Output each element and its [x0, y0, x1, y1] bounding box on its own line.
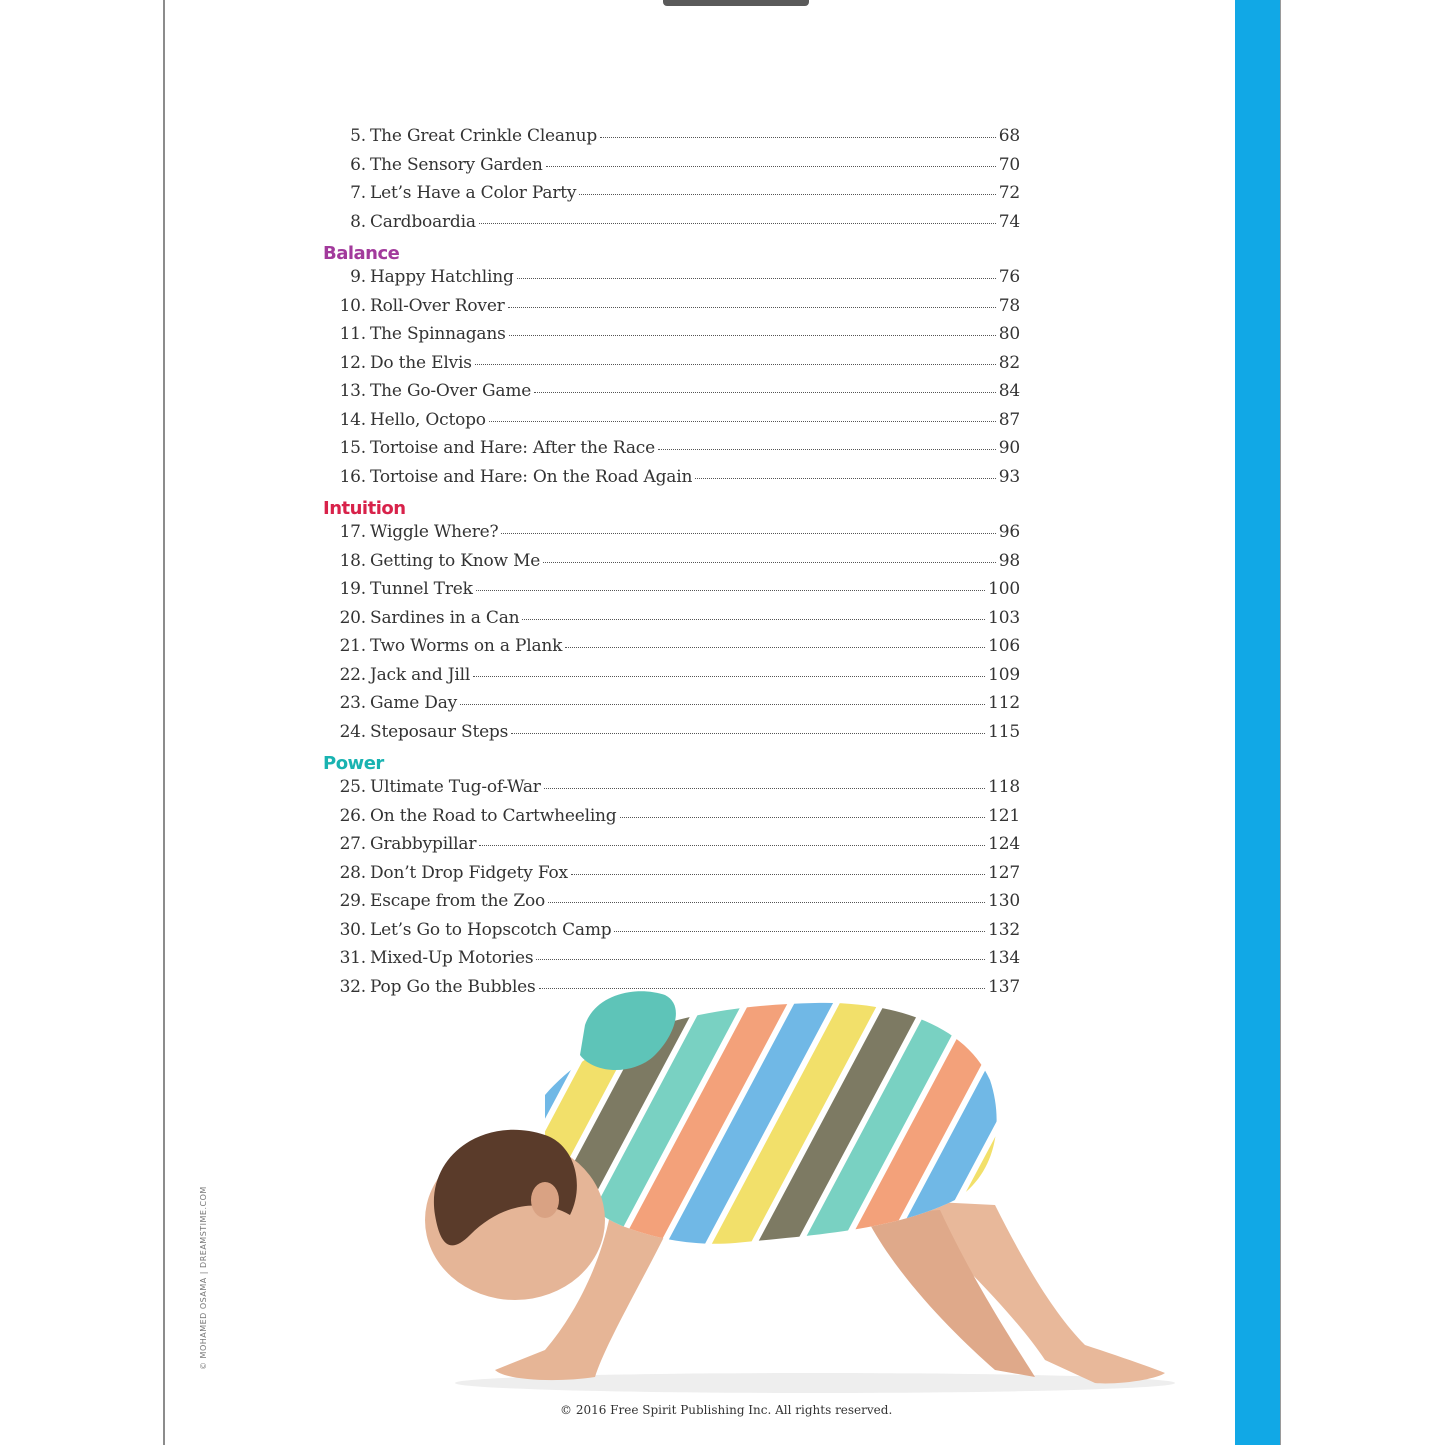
toc-dot-leader [489, 420, 996, 422]
toc-entry-page: 68 [998, 126, 1020, 146]
toc-dot-leader [600, 136, 996, 138]
toc-entry [320, 891, 1020, 920]
toc-dot-leader [536, 958, 985, 960]
toc-entry-number: 20. [339, 607, 366, 628]
toc-dot-leader [522, 618, 985, 620]
toc-entry-title: Escape from the Zoo [370, 891, 546, 911]
toc-entry-page: 134 [988, 948, 1020, 968]
toc-dot-leader [571, 873, 985, 875]
toc-dot-leader [501, 532, 995, 534]
toc-entry [320, 126, 1020, 155]
toc-entry-page: 70 [998, 154, 1020, 175]
toc-entry [320, 693, 1020, 722]
toc-entry [320, 324, 1020, 353]
toc-entry-page: 76 [998, 267, 1020, 287]
toc-entry-number: 10. [339, 295, 366, 316]
toc-entry [320, 467, 1020, 496]
toc-entry-number: 31. [339, 948, 366, 968]
toc-entry [320, 551, 1020, 580]
page-right-edge [1280, 0, 1281, 1445]
toc-entry-page: 87 [998, 409, 1020, 430]
toc-entry [320, 948, 1020, 977]
toc-entry-page: 118 [988, 777, 1020, 797]
toc-entry-number: 23. [339, 693, 366, 713]
toc-entry-title: Two Worms on a Plank [370, 636, 563, 656]
toc-entry-title: The Go-Over Game [370, 381, 532, 401]
toc-dot-leader [534, 391, 996, 393]
toc-entry-number: 5. [350, 126, 366, 146]
toc-entry-page: 132 [988, 919, 1020, 940]
toc-entry-page: 121 [988, 805, 1020, 826]
toc-dot-leader [460, 703, 985, 705]
toc-dot-leader [543, 561, 996, 563]
toc-entry-number: 8. [350, 211, 366, 232]
section-heading-power: Power [323, 753, 384, 774]
toc-entry-number: 18. [339, 550, 366, 571]
toc-entry-page: 98 [998, 550, 1020, 571]
toc-dot-leader [476, 589, 985, 591]
toc-entry-number: 16. [339, 466, 366, 487]
toc-dot-leader [475, 363, 996, 365]
toc-entry [320, 522, 1020, 551]
toc-dot-leader [579, 193, 995, 195]
toc-entry-page: 130 [988, 891, 1020, 911]
toc-entry-number: 29. [339, 891, 366, 911]
toc-entry-number: 26. [339, 805, 366, 826]
toc-dot-leader [546, 165, 996, 167]
toc-entry-page: 112 [988, 693, 1020, 713]
toc-dot-leader [473, 675, 985, 677]
toc-entry-number: 24. [339, 721, 366, 742]
toc-entry-page: 78 [998, 295, 1020, 316]
toc-entry [320, 579, 1020, 608]
section-heading-balance: Balance [323, 243, 400, 264]
toc-entry-title: Sardines in a Can [370, 607, 520, 628]
top-tab [663, 0, 809, 6]
toc-entry-title: Tunnel Trek [370, 579, 473, 599]
toc-entry-page: 103 [988, 607, 1020, 628]
toc-entry-page: 93 [998, 466, 1020, 487]
toc-entry-title: The Spinnagans [370, 324, 506, 344]
toc-entry-title: Let’s Have a Color Party [370, 183, 577, 203]
toc-dot-leader [508, 306, 996, 308]
toc-entry-page: 72 [998, 183, 1020, 203]
toc-entry-title: Game Day [370, 693, 458, 713]
toc-entry-number: 22. [339, 664, 366, 685]
section-heading-intuition: Intuition [323, 498, 406, 519]
toc-entry [320, 920, 1020, 949]
toc-entry-number: 25. [339, 777, 366, 797]
toc-entry-title: Getting to Know Me [370, 550, 541, 571]
toc-dot-leader [517, 277, 996, 279]
toc-entry-title: Cardboardia [370, 211, 476, 232]
toc-entry-title: Wiggle Where? [370, 522, 499, 542]
toc-entry [320, 267, 1020, 296]
toc-dot-leader [544, 787, 985, 789]
toc-dot-leader [565, 646, 985, 648]
toc-entry-number: 30. [339, 919, 366, 940]
toc-entry-page: 124 [988, 834, 1020, 854]
toc-entry [320, 212, 1020, 241]
toc-dot-leader [509, 334, 996, 336]
toc-entry-number: 11. [339, 324, 366, 344]
toc-entry-title: Tortoise and Hare: On the Road Again [370, 466, 693, 487]
toc-entry-page: 137 [988, 976, 1020, 997]
toc-entry-number: 17. [339, 522, 366, 542]
copyright-notice: © 2016 Free Spirit Publishing Inc. All rights reserved. [560, 1403, 893, 1417]
toc-entry-page: 115 [988, 721, 1020, 742]
toc-entry-number: 7. [350, 183, 366, 203]
toc-entry [320, 806, 1020, 835]
toc-entry [320, 777, 1020, 806]
photo-credit: © MOHAMED OSAMA | DREAMSTIME.COM [199, 1186, 208, 1370]
toc-entry [320, 863, 1020, 892]
toc-entry [320, 183, 1020, 212]
toc-entry-page: 80 [998, 324, 1020, 344]
toc-entry-page: 106 [988, 636, 1020, 656]
toc-entry-title: On the Road to Cartwheeling [370, 805, 617, 826]
toc-entry-title: The Sensory Garden [370, 154, 543, 175]
side-color-band [1235, 0, 1280, 1445]
toc-entry-page: 109 [988, 664, 1020, 685]
toc-dot-leader [479, 222, 996, 224]
toc-dot-leader [695, 477, 996, 479]
toc-entry-title: Roll-Over Rover [370, 295, 505, 316]
toc-entry [320, 296, 1020, 325]
toc-entry [320, 353, 1020, 382]
toc-entry-page: 100 [988, 579, 1020, 599]
toc-entry-number: 6. [350, 154, 366, 175]
toc-entry-number: 19. [339, 579, 366, 599]
toc-entry-title: Hello, Octopo [370, 409, 486, 430]
toc-entry-number: 14. [339, 409, 366, 430]
toc-entry-number: 9. [350, 267, 366, 287]
toc-dot-leader [479, 844, 985, 846]
toc-entry [320, 155, 1020, 184]
toc-entry [320, 410, 1020, 439]
toc-entry [320, 834, 1020, 863]
toc-entry [320, 608, 1020, 637]
toc-entry-page: 84 [998, 381, 1020, 401]
page-left-edge [163, 0, 165, 1445]
toc-entry [320, 722, 1020, 751]
toc-entry-page: 90 [998, 438, 1020, 458]
toc-entry-number: 21. [339, 636, 366, 656]
toc-entry-title: Happy Hatchling [370, 267, 514, 287]
toc-dot-leader [658, 448, 996, 450]
toc-entry-title: Grabbypillar [370, 834, 477, 854]
toc-entry-number: 13. [339, 381, 366, 401]
toc-entry-title: Pop Go the Bubbles [370, 976, 536, 997]
toc-entry-number: 32. [339, 976, 366, 997]
toc-entry-title: Mixed-Up Motories [370, 948, 534, 968]
toddler-downward-dog-photo [395, 985, 1185, 1400]
toc-entry [320, 381, 1020, 410]
toc-entry-page: 82 [998, 352, 1020, 373]
toc-entry [320, 636, 1020, 665]
toc-dot-leader [511, 732, 985, 734]
toc-entry-number: 28. [339, 862, 366, 883]
toc-entry-title: Ultimate Tug-of-War [370, 777, 541, 797]
toc-entry [320, 665, 1020, 694]
toc-entry-title: Don’t Drop Fidgety Fox [370, 862, 568, 883]
toc-dot-leader [620, 816, 986, 818]
table-of-contents [320, 126, 1020, 1005]
toc-entry-title: Do the Elvis [370, 352, 472, 373]
toc-dot-leader [548, 901, 985, 903]
toc-entry-page: 74 [998, 211, 1020, 232]
toc-dot-leader [614, 930, 985, 932]
toc-entry-title: Let’s Go to Hopscotch Camp [370, 919, 612, 940]
toc-entry-title: The Great Crinkle Cleanup [370, 126, 598, 146]
toc-entry-number: 27. [339, 834, 366, 854]
toc-entry-title: Steposaur Steps [370, 721, 509, 742]
toc-entry-title: Jack and Jill [370, 664, 471, 685]
toc-entry-number: 15. [339, 438, 366, 458]
toc-entry-title: Tortoise and Hare: After the Race [370, 438, 655, 458]
toc-entry-number: 12. [339, 352, 366, 373]
toc-entry [320, 438, 1020, 467]
toc-entry-page: 96 [998, 522, 1020, 542]
toc-entry-page: 127 [988, 862, 1020, 883]
